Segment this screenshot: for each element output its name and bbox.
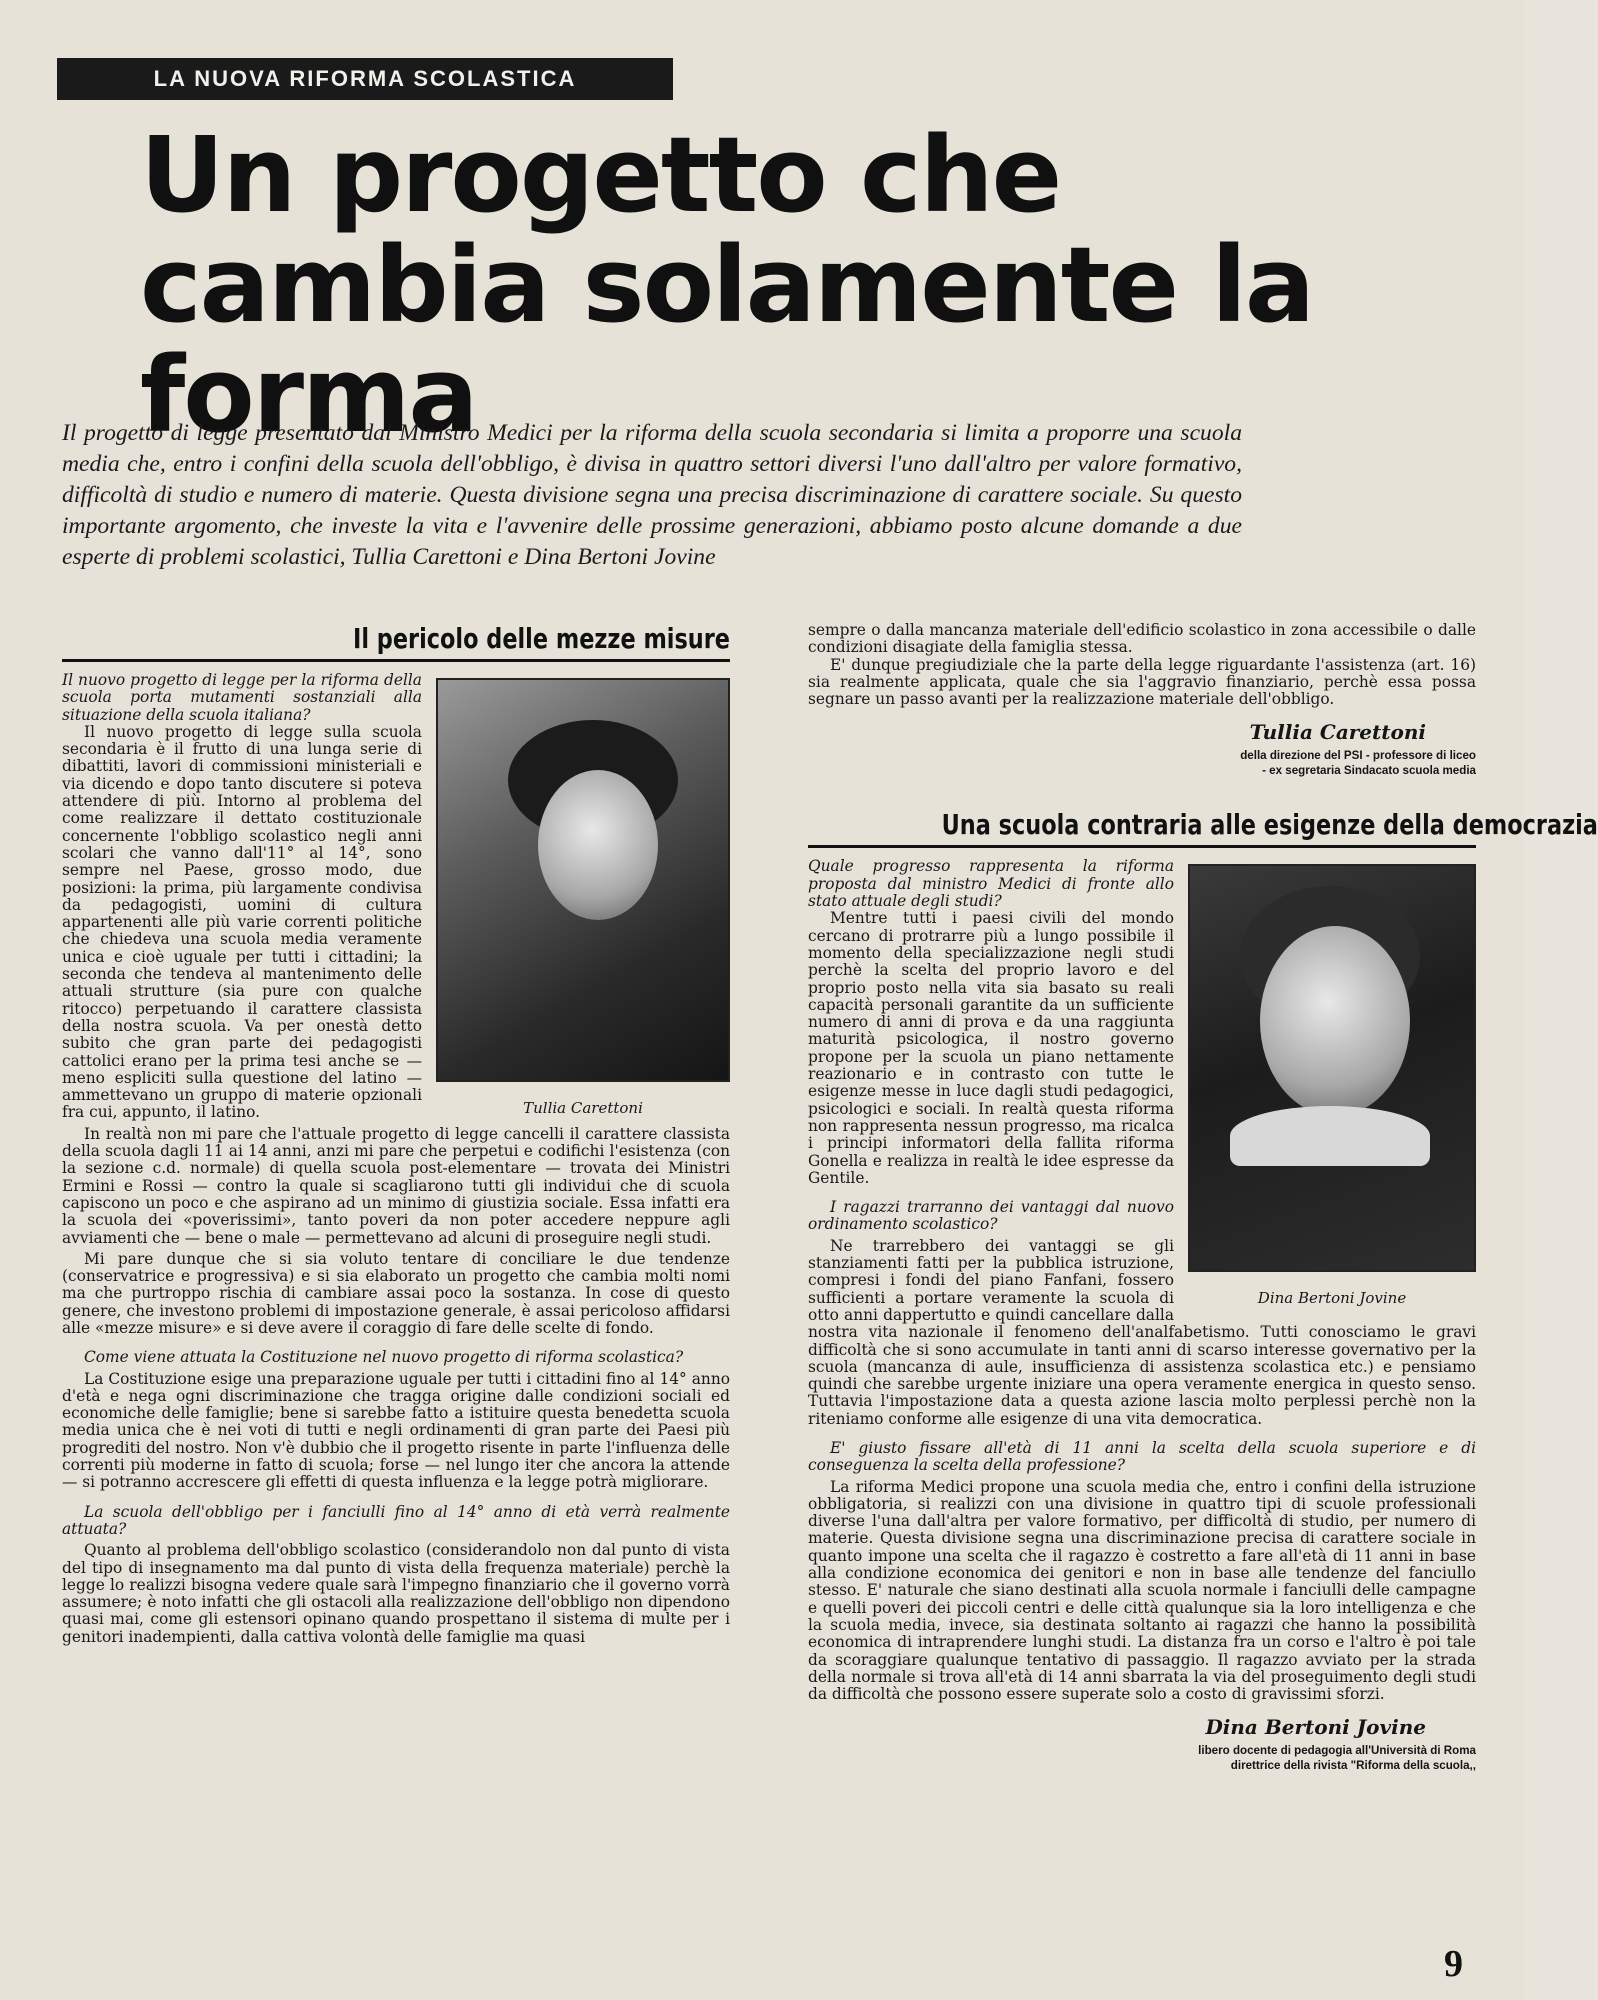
portrait-collar-shape — [1230, 1106, 1430, 1166]
article-carettoni — [62, 622, 730, 1952]
question: I ragazzi trarranno dei vantaggi dal nuovo ordinamento scolastico? — [808, 1198, 1174, 1234]
answer-paragraph: E' dunque pregiudiziale che la parte della legge riguardante l'assistenza (art. 16) sia realmente applicata, quale che sia l'aggravio finanziario, perchè essa possa segnare un passo avanti per la realizzazione materiale dell'obbligo. — [808, 655, 1476, 709]
photo-bertoni-jovine — [1188, 864, 1476, 1307]
question: La scuola dell'obbligo per i fanciulli fino al 14° anno di età verrà realmente attuata? — [62, 1502, 730, 1538]
answer-paragraph: La Costituzione esige una preparazione uguale per tutti i cittadini fino al 14° anno d'età e nega ogni discriminazione che tragga origine dalle condizioni sociali ed economiche delle famiglie; bene si sarebbe fatto a istituire questa benedetta scuola media unica che è nei voti di tutti e negli ordinamenti di gran parte dei Paesi più progrediti del nostro. Non v'è dubbio che il progetto risente in parte l'influenza delle correnti più moderne in fatto di scuola; forse — nel lungo iter che ancora la attende — si potranno accrescere gli effetti di questa influenza e la legge potrà migliorare. — [62, 1369, 730, 1492]
signature-bertoni-jovine: Dina Bertoni Jovine — [1205, 1715, 1426, 1740]
answer-paragraph: In realtà non mi pare che l'attuale progetto di legge cancelli il carattere classista della scuola dagli 11 ai 14 anni, anzi mi pare che perpetui e codifichi l'esistenza (con la sezione c.d. normale) di quella scuola post-elementare — trovata dei Ministri Ermini e Rossi — contro la quale si scagliarono tutti gli individui che di scuola capiscono un poco e che aspirano ad un minimo di giustizia sociale. Essa infatti era la scuola dei «poverissimi», tanto poveri da non poter accedere neppure agli avviamenti che — bene o male — permettevano ad alcuni di proseguire negli studi. — [62, 1124, 730, 1247]
article1-body — [62, 672, 730, 1646]
photo-caption-bertoni-jovine: Dina Bertoni Jovine — [1257, 1289, 1407, 1308]
page-number: 9 — [1444, 1943, 1463, 1985]
portrait-image — [436, 678, 730, 1082]
photo-caption-carettoni: Tullia Carettoni — [523, 1099, 643, 1117]
subtitle-rule — [808, 845, 1476, 848]
signature-role: libero docente di pedagogia all'Università di Roma — [1198, 1744, 1476, 1758]
answer-paragraph: Il nuovo progetto di legge sulla scuola secondaria è il frutto di una lunga serie di dibattiti, lavori di commissioni ministeriali e via dicendo e dopo tanto discutere si poteva attendere di più. Intorno al problema del come realizzare il dettato costituzionale concernente l'obbligo scolastico negli anni scolari che vanno dall'11° al 14°, sono sempre nel Paese, grosso modo, due posizioni: la prima, più largamente condivisa da pedagogisti, uomini di cultura appartenenti alle più varie correnti politiche che chiedeva una scuola media veramente unica e cioè uguale per tutti i cittadini; la seconda che tendeva al mantenimento delle attuali strutture (sia pure con qualche ritocco) perpetuando il carattere classista della nostra scuola. Va per onestà detto subito che gran parte dei pedagogisti cattolici erano per la prima tesi anche se — meno espliciti sulla questione del latino — ammettevano un gruppo di materie opzionali fra cui, appunto, il latino. — [62, 722, 422, 1122]
question: Il nuovo progetto di legge per la riforma della scuola porta mutamenti sostanziali alla situazione della scuola italiana? — [62, 671, 422, 724]
question: Come viene attuata la Costituzione nel nuovo progetto di riforma scolastica? — [84, 1348, 684, 1367]
headline: Un progetto che cambia solamente la forma — [140, 114, 1314, 457]
question: E' giusto fissare all'età di 11 anni la scelta della scuola superiore e di conseguenza la scelta della professione? — [808, 1438, 1476, 1475]
answer-paragraph: sempre o dalla mancanza materiale dell'edificio scolastico in zona accessibile o dalle condizioni disagiate della famiglia stessa. — [808, 621, 1476, 657]
signature-role: - ex segretaria Sindacato scuola media — [1262, 764, 1476, 778]
answer-paragraph: Ne trarrebbero dei vantaggi se gli stanziamenti fatti per la pubblica istruzione, compresi i fondi del piano Fanfani, fossero sufficienti a portare veramente la scuola di otto anni dappertutto e quindi cancellare dalla nostra vita nazionale il fenomeno dell'analfabetismo. Tutti conosciamo le gravi difficoltà che si sono accumulate in tanti anni di scarso interesse governativo per la scuola (mancanza di aule, insufficienza di assistenza scolastica etc.) e pensiamo quindi che sarebbe urgente iniziare una opera veramente energica in questo senso. Tuttavia l'impostazione data a questa azione lascia molto perplessi perchè non la riteniamo conforme alle esigenze di una vita democratica. — [808, 1236, 1476, 1428]
signature-carettoni: Tullia Carettoni — [1249, 720, 1426, 745]
signature-role: della direzione del PSI - professore di liceo — [1240, 749, 1476, 763]
subtitle-rule — [62, 659, 730, 662]
article1-continuation — [808, 622, 1476, 708]
portrait-face-shape — [1260, 926, 1410, 1116]
article1-subtitle: Il pericolo delle mezze misure — [352, 622, 730, 655]
section-tag: LA NUOVA RIFORMA SCOLASTICA — [57, 58, 673, 100]
question: Quale progresso rappresenta la riforma proposta dal ministro Medici di fronte allo stato attuale degli studi? — [808, 857, 1174, 911]
answer-paragraph: La riforma Medici propone una scuola media che, entro i confini della istruzione obbligatoria, si realizzi con una divisione in quattro tipi di scuole professionali diverse l'una dall'altra per valore formativo, per difficoltà di studio, per numero di materie. Questa divisione segna una discriminazione precisa di carattere sociale in quanto impone una scelta che il ragazzo è costretto a fare all'età di 11 anni in base alla condizione economica dei genitori e non in base alle tendenze del fanciullo stesso. E' naturale che siano destinati alla scuola normale i fanciulli delle campagne e quelli poveri dei piccoli centri e delle città qualunque sia la loro intelligenza e che la scuola media, invece, sia destinata soltanto ai ragazzi che hanno la possibilità economica di intraprendere lunghi studi. La distanza fra un corso e l'altro è poi tale da scoraggiare qualunque tentativo di passaggio. Il ragazzo avviato per la strada della normale si trova all'età di 14 anni sbarrata la via del proseguimento degli studi da difficoltà che possono essere superate solo a costo di gravissimi sforzi. — [808, 1477, 1476, 1704]
portrait-image — [1188, 864, 1476, 1272]
right-column — [808, 621, 1598, 1952]
answer-paragraph: Mentre tutti i paesi civili del mondo cercano di protrarre più a lungo possibile il momento della specializzazione negli studi perchè la scelta del proprio lavoro e del proprio posto nella vita sia basato su reali capacità personali garantite da un sufficiente numero di anni di prova e da una raggiunta maturità psicologica, il nostro governo propone per la scuola un piano nettamente reazionario e in contrasto con tutte le esigenze messe in luce dagli studi pedagogici, psicologici e sociali. In realtà questa riforma non rappresenta nessun progresso, ma ricalca i principi informatori della fallita riforma Gonella e realizza in realtà le idee espresse da Gentile. — [808, 909, 1174, 1187]
answer-paragraph: Quanto al problema dell'obbligo scolastico (considerandolo non dal punto di vista del tipo di insegnamento ma dal punto di vista della frequenza materiale) perchè la legge lo realizzi bisogna vedere quale sarà l'impegno finanziario che il governo vorrà assumere; è noto infatti che gli ostacoli alla realizzazione dell'obbligo non dipendono quasi mai, come gli estensori opinano quando prospettano il sistema di multe per i genitori inadempienti, dalla cattiva volontà delle famiglie ma quasi — [62, 1541, 730, 1646]
article2-subtitle: Una scuola contraria alle esigenze della democrazia — [941, 808, 1598, 842]
photo-carettoni — [436, 678, 730, 1117]
answer-paragraph: Mi pare dunque che si sia voluto tentare di conciliare le due tendenze (conservatrice e progressiva) e si sia elaborato un progetto che cambia molti nomi ma che purtroppo rischia di cambiare assai poco la sostanza. In cose di questo genere, che investono problemi di impostazione generale, è assai pericoloso affidarsi alle «mezze misure» e si deve avere il coraggio di fare delle scelte di fondo. — [62, 1249, 730, 1337]
article2-body — [808, 858, 1476, 1703]
signature-role: direttrice della rivista "Riforma della scuola,, — [1230, 1759, 1476, 1773]
portrait-face-shape — [538, 770, 658, 920]
intro-paragraph: Il progetto di legge presentato dal Ministro Medici per la riforma della scuola secondaria si limita a proporre una scuola media che, entro i confini della scuola dell'obbligo, è divisa in quattro settori diversi l'uno dall'altro per valore formativo, difficoltà di studio e numero di materie. Questa divisione segna una precisa discriminazione di carattere sociale. Su questo importante argomento, che investe la vita e l'avvenire delle prossime generazioni, abbiamo posto alcune domande a due esperte di problemi scolastici, Tullia Carettoni e Dina Bertoni Jovine — [62, 420, 1242, 570]
